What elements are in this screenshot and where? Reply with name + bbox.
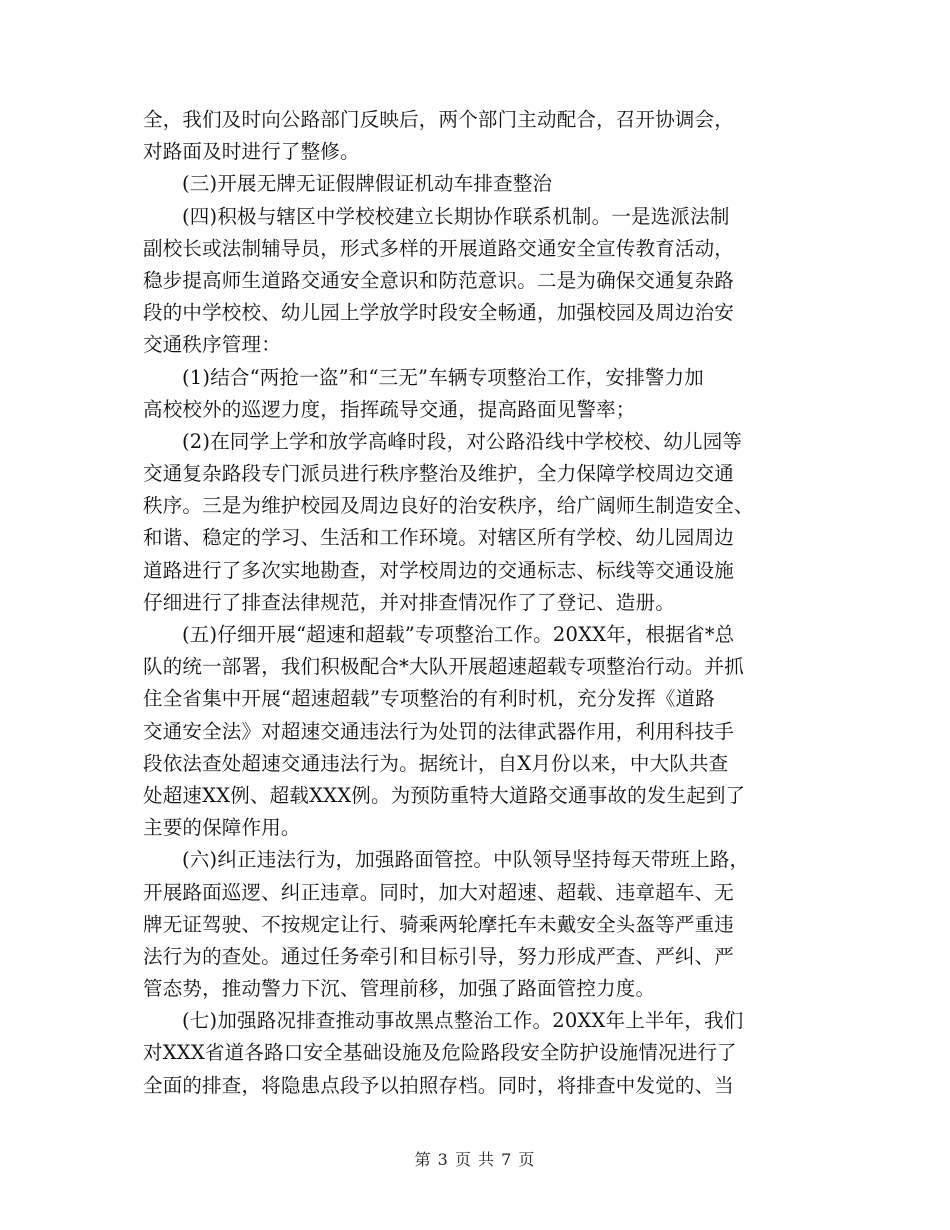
text-line: 稳步提高师生道路交通安全意识和防范意识。二是为确保交通复杂路 (143, 268, 735, 292)
text-line: 段依法查处超速交通违法行为。据统计，自X月份以来，中大队共查 (143, 751, 729, 775)
text-line: 段的中学校校、幼儿园上学放学时段安全畅通，加强校园及周边治安 (143, 301, 735, 325)
text-line: 交通复杂路段专门派员进行秩序整治及维护，全力保障学校周边交通 (143, 462, 735, 486)
text-line: 高校校外的巡逻力度，指挥疏导交通，提高路面见警率； (143, 397, 636, 421)
text-line: 副校长或法制辅导员，形式多样的开展道路交通安全宣传教育活动， (143, 236, 735, 260)
section-heading-3: (三)开展无牌无证假牌假证机动车排查整治 (182, 172, 553, 196)
text-line: (五)仔细开展“超速和超载”专项整治工作。20XX年，根据省*总 (182, 623, 735, 646)
text-line: 牌无证驾驶、不按规定让行、骑乘两轮摩托车未戴安全头盔等严重违 (143, 912, 735, 936)
text-line: 秩序。三是为维护校园及周边良好的治安秩序，给广阔师生制造安全、 (143, 494, 754, 518)
text-line: 交通秩序管理： (143, 333, 281, 357)
text-line: 对路面及时进行了整修。 (143, 140, 360, 164)
text-line: 队的统一部署，我们积极配合*大队开展超速超载专项整治行动。并抓 (143, 655, 744, 679)
text-line: (四)积极与辖区中学校校建立长期协作联系机制。一是选派法制 (182, 204, 730, 228)
text-line: 主要的保障作用。 (143, 816, 301, 840)
text-line: (1)结合“两抢一盗”和“三无”车辆专项整治工作，安排警力加 (182, 365, 704, 389)
document-body (143, 104, 809, 1102)
text-line: 道路进行了多次实地勘查，对学校周边的交通标志、标线等交通设施 (143, 558, 735, 582)
text-line: 仔细进行了排查法律规范，并对排查情况作了了登记、造册。 (143, 590, 675, 614)
text-line: 开展路面巡逻、纠正违章。同时，加大对超速、超载、违章超车、无 (143, 880, 735, 904)
text-line: 住全省集中开展“超速超载”专项整治的有利时机，充分发挥《道路 (143, 687, 715, 711)
text-line: 法行为的查处。通过任务牵引和目标引导，努力形成严查、严纠、严 (143, 944, 735, 968)
page-number-footer: 第 3 页 共 7 页 (414, 1150, 536, 1169)
text-line: (六)纠正违法行为，加强路面管控。中队领导坚持每天带班上路， (182, 848, 750, 872)
text-line: 处超速XX例、超载XXX例。为预防重特大道路交通事故的发生起到了 (143, 783, 746, 807)
text-line: 对XXX省道各路口安全基础设施及危险路段安全防护设施情况进行了 (143, 1041, 737, 1065)
text-line: 全面的排查，将隐患点段予以拍照存档。同时，将排查中发觉的、当 (143, 1073, 735, 1097)
text-line: (七)加强路况排查推动事故黑点整治工作。20XX年上半年，我们 (182, 1009, 744, 1033)
text-line: 管态势，推动警力下沉、管理前移，加强了路面管控力度。 (143, 977, 656, 1001)
text-line: 交通安全法》对超速交通违法行为处罚的法律武器作用，利用科技手 (143, 719, 735, 743)
text-line: (2)在同学上学和放学高峰时段，对公路沿线中学校校、幼儿园等 (182, 429, 743, 453)
text-line: 和谐、稳定的学习、生活和工作环境。对辖区所有学校、幼儿园周边 (143, 526, 735, 550)
text-line: 全，我们及时向公路部门反映后，两个部门主动配合，召开协调会， (143, 108, 735, 131)
